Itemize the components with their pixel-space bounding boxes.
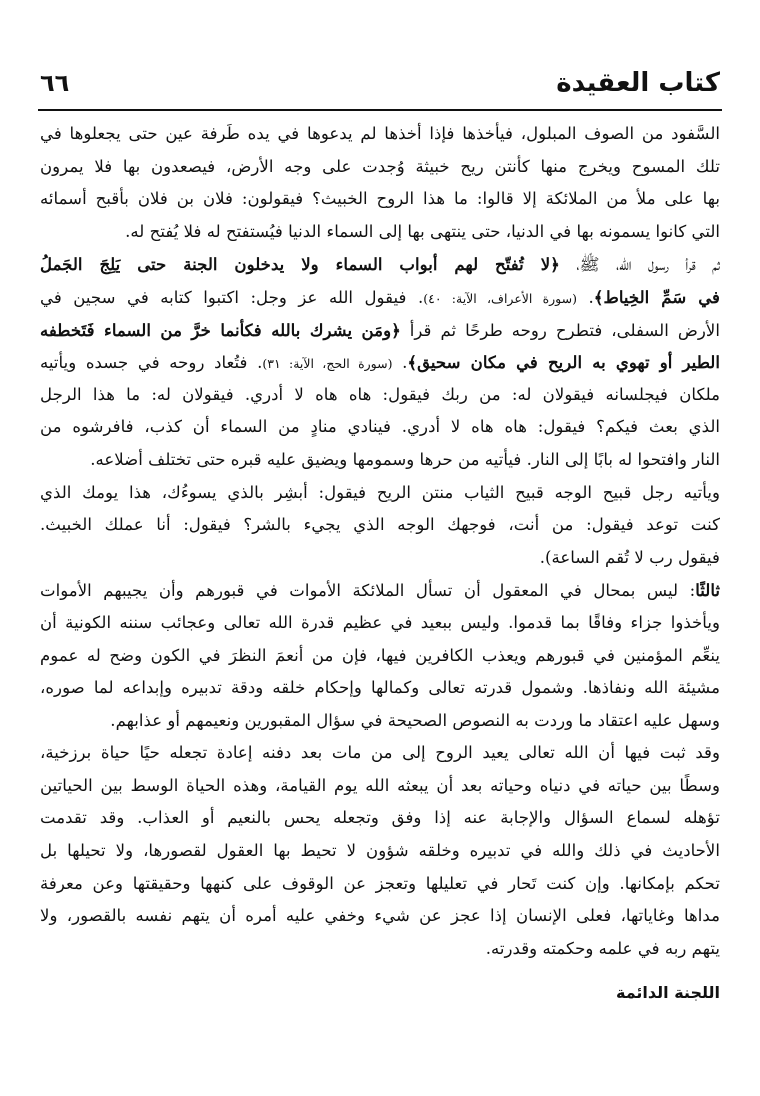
text-segment: النار وافتحوا له بابًا إلى النار. فيأتيه من حرها وسمومها ويضيق عليه قبره حتى تختلف أضلاعه. — [90, 449, 720, 469]
text-line — [40, 509, 720, 542]
text-segment: وسطًا بين حياته في دنياه وحياته بعد أن يبعثه الله يوم القيامة، وهذه الحياة الوسط بين الحياتين — [40, 775, 720, 795]
text-segment: الأحاديث في ذلك والله في تدبيره وخلقه شؤون لا تحيط بها العقول لقصورها، ولا تحيلها بل — [40, 841, 720, 861]
text-segment: ويأتيه رجل قبيح الوجه قبيح الثياب منتن الريح فيقول: أبشِر بالذي يسوءُك، هذا يومك الذي — [40, 482, 720, 502]
header-rule — [38, 109, 722, 111]
verse-reference: (سورة الأعراف، الآية: ٤٠) — [423, 290, 577, 306]
text-segment: ينعِّم المؤمنين في قبورهم ويعذب الكافرين فيها، فإن من أنعمَ النظرَ في الكون وضح له عموم — [40, 645, 720, 665]
text-line — [40, 933, 720, 966]
text-line — [40, 542, 720, 575]
text-segment: مشيئة الله ونفاذها. وشمول قدرته تعالى وكمالها وإحكام خلقه ودقة تدبيره وإبداعه لما صوره، — [40, 678, 720, 698]
text-segment: كنت توعد فيقول: من أنت، فوجهك الوجه الذي يجيء بالشر؟ فيقول: أنا عملك الخبيث. — [40, 515, 720, 535]
quran-verse: ﴿ومَن يشرك بالله فكأنما خرَّ من السماء فَتَخطفه — [40, 319, 401, 340]
text-segment: ويأخذوا جزاء وفاقًا بما قدموا. وليس ببعيد في عظيم قدرة الله تعالى وعجائب سننه الكونية أن — [40, 612, 720, 632]
text-line — [40, 346, 720, 379]
text-segment: ثم قرأ رسول الله، ﷺ، — [559, 255, 720, 275]
text-segment: وقد ثبت فيها أن الله تعالى يعيد الروح إلى من مات بعد دفنه إعادة تجعله حيًا حياة برزخية، — [40, 743, 720, 763]
text-line — [40, 281, 720, 314]
text-line — [40, 118, 720, 151]
text-line — [40, 574, 720, 607]
text-line — [40, 672, 720, 705]
text-line — [40, 477, 720, 510]
signature: اللجنة الدائمة — [615, 983, 720, 1002]
text-segment: التي كانوا يسمونه بها في الدنيا، حتى ينتهى بها إلى السماء الدنيا فيُستفتح له فلا يُفتح له. — [125, 221, 720, 241]
text-line — [40, 737, 720, 770]
text-segment: فيقول رب لا تُقم الساعة). — [539, 547, 720, 567]
text-segment: . — [576, 287, 594, 307]
verse-reference: (سورة الحج، الآية: ٣١) — [262, 356, 393, 372]
text-line — [40, 607, 720, 640]
quran-verse: في سَمِّ الخِياط﴾ — [593, 286, 720, 307]
book-title: كتاب العقيدة — [556, 68, 720, 98]
page-header — [40, 62, 720, 104]
text-segment: تحكم بإمكانها. وإن كنت تَحار في تعليلها وتعجز عن الوقوف على كنهها وحقيقتها وعن معرفة — [40, 873, 720, 893]
text-segment: بها على ملأ من الملائكة إلا قالوا: ما هذا الروح الخبيث؟ فيقولون: فلان بن فلان بأقبح أسمائه — [40, 189, 720, 209]
quran-verse: الطير أو تهوي به الريح في مكان سحيق﴾ — [407, 352, 720, 373]
text-line — [40, 868, 720, 901]
text-segment: ملكان فيجلسانه فيقولان له: من ربك فيقول: هاه هاه لا أدري. فيقولان له: ما هذا الرجل — [40, 384, 720, 404]
text-segment: تؤهله لسماع السؤال والإجابة عنه إذا وفق وتجعله يحس بالنعيم أو العذاب. وقد تقدمت — [40, 808, 720, 828]
body-text — [40, 118, 720, 965]
text-segment: يتهم ربه في علمه وحكمته وقدرته. — [485, 938, 720, 958]
text-line — [40, 835, 720, 868]
text-line — [40, 151, 720, 184]
text-line — [40, 900, 720, 933]
text-line — [40, 640, 720, 673]
text-line — [40, 411, 720, 444]
text-segment: : ليس بمحال في المعقول أن تسأل الملائكة الأموات في قبورهم وأن يجيبهم الأموات — [40, 581, 696, 601]
text-line — [40, 802, 720, 835]
quran-verse: ثالثًا — [695, 580, 720, 601]
text-segment: وسهل عليه اعتقاد ما وردت به النصوص الصحيحة في سؤال المقبورين ونعيمهم أو عذابهم. — [110, 710, 720, 730]
text-segment: . فتُعاد روحه في جسده ويأتيه — [40, 353, 263, 373]
text-segment: الأرض السفلى، فتطرح روحه طرحًا ثم قرأ — [400, 320, 720, 340]
text-line — [40, 314, 720, 347]
text-line — [40, 183, 720, 216]
text-segment: مداها وغاياتها، فعلى الإنسان إذا عجز عن شيء وخفي عليه أمره أن يتهم نفسه بالقصور، ولا — [40, 906, 720, 926]
quran-verse: ﴿لا تُفتّح لهم أبواب السماء ولا يدخلون الجنة حتى يَلِجَ الجَملُ — [40, 254, 560, 275]
text-segment: الذي بعث فيكم؟ فيقول: هاه هاه لا أدري. فينادي منادٍ من السماء أن كذب، فافرشوه من — [40, 417, 720, 437]
text-segment: . فيقول الله عز وجل: اكتبوا كتابه في سجين في — [40, 287, 424, 307]
text-segment: تلك المسوح ويخرج منها كأنتن ريح خبيثة وُجدت على وجه الأرض، فيصعدون بها فلا يمرون — [40, 156, 720, 176]
text-line — [40, 379, 720, 412]
text-line — [40, 770, 720, 803]
text-line — [40, 248, 720, 281]
page-number: ٦٦ — [40, 69, 70, 97]
text-line — [40, 705, 720, 738]
text-segment: السَّفود من الصوف المبلول، فيأخذها فإذا أخذها لم يدعوها في يده طَرفة عين حتى يجعلوها في — [40, 124, 720, 143]
text-line — [40, 444, 720, 477]
text-line — [40, 216, 720, 249]
text-segment: . — [392, 353, 408, 373]
